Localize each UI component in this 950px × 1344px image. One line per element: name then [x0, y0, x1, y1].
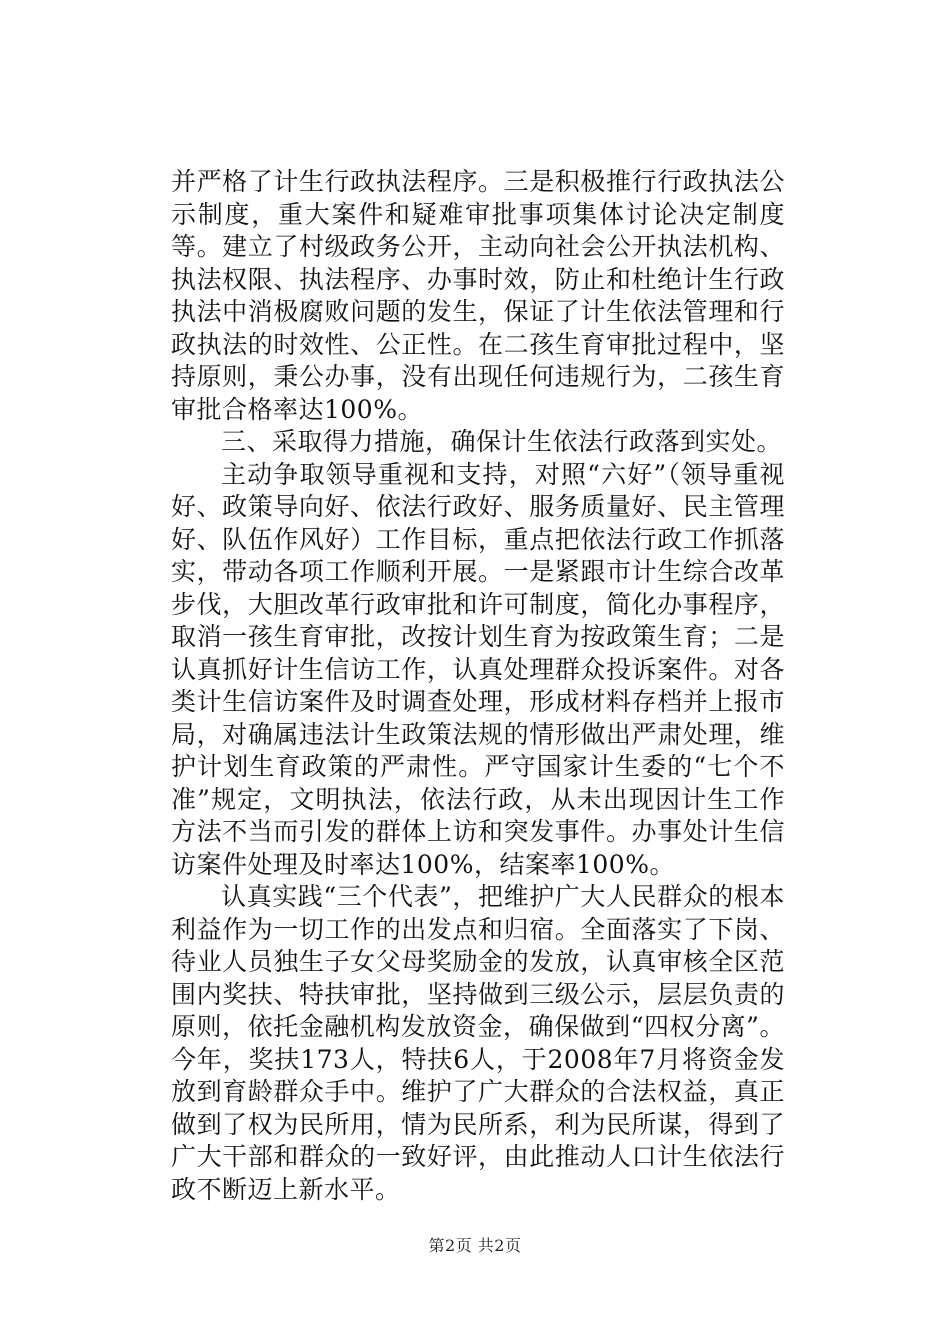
paragraph-six-goods: 主动争取领导重视和支持，对照“六好”（领导重视好、政策导向好、依法行政好、服务质量好、民主管理好、队伍作风好）工作目标，重点把依法行政工作抓落实，带动各项工作顺利开展。一是紧跟市计生综合改革步伐，大胆改革行政审批和许可制度，简化办事程序，取消一孩生育审批，改按计划生育为按政策生育；二是认真抓好计生信访工作，认真处理群众投诉案件。对各类计生信访案件及时调查处理，形成材料存档并上报市局，对确属违法计生政策法规的情形做出严肃处理，维护计划生育政策的严肃性。严守国家计生委的“七个不准”规定，文明执法，依法行政，从未出现因计生工作方法不当而引发的群体上访和突发事件。办事处计生信访案件处理及时率达100%，结案率100%。 [171, 459, 785, 879]
page-number-footer: 第2页 共2页 [428, 1236, 522, 1255]
section-heading: 三、采取得力措施，确保计生依法行政落到实处。 [221, 427, 783, 456]
paragraph-continuation: 并严格了计生行政执法程序。三是积极推行行政执法公示制度，重大案件和疑难审批事项集体讨论决定制度等。建立了村级政务公开，主动向社会公开执法机构、执法权限、执法程序、办事时效，防止和杜绝计生行政执法中消极腐败问题的发生，保证了计生依法管理和行政执法的时效性、公正性。在二孩生育审批过程中，坚持原则，秉公办事，没有出现任何违规行为，二孩生育审批合格率达100%。 [171, 167, 785, 424]
document-body [171, 166, 785, 1206]
paragraph-three-represents: 认真实践“三个代表”，把维护广大人民群众的根本利益作为一切工作的出发点和归宿。全面落实了下岗、待业人员独生子女父母奖励金的发放，认真审核全区范围内奖扶、特扶审批，坚持做到三级公示，层层负责的原则，依托金融机构发放资金，确保做到“四权分离”。今年，奖扶173人，特扶6人，于2008年7月将资金发放到育龄群众手中。维护了广大群众的合法权益，真正做到了权为民所用，情为民所系，利为民所谋，得到了广大干部和群众的一致好评，由此推动人口计生依法行政不断迈上新水平。 [171, 882, 785, 1204]
